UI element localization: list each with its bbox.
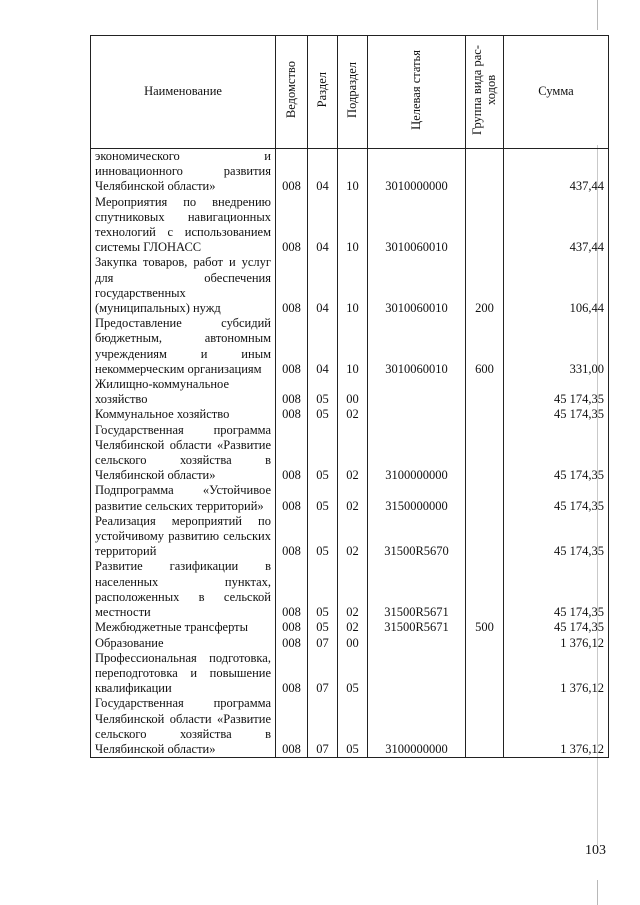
- header-section: Раздел: [308, 36, 338, 149]
- table-row: [91, 483, 609, 513]
- table-row: [91, 423, 609, 484]
- margin-line: [597, 0, 598, 30]
- row-name: Государственная программа Челябинской области «Развитие сельского хозяйства в Челябинской области»: [91, 696, 276, 757]
- margin-line: [597, 880, 598, 905]
- row-subsection: 00: [338, 636, 368, 651]
- row-sum: 45 174,35: [504, 559, 609, 620]
- row-ministry: 008: [276, 620, 308, 635]
- row-sum: 1 376,12: [504, 651, 609, 697]
- row-target: 3010060010: [368, 195, 466, 256]
- row-sum: 437,44: [504, 195, 609, 256]
- table-row: [91, 620, 609, 635]
- row-name: Государственная программа Челябинской области «Развитие сельского хозяйства в Челябинской области»: [91, 423, 276, 484]
- row-section: 07: [308, 636, 338, 651]
- row-sum: 331,00: [504, 316, 609, 377]
- row-expense-group: [466, 636, 504, 651]
- table-row: [91, 149, 609, 195]
- row-name: Предоставление субсидий бюджетным, автономным учреждениям и иным некоммерческим организациям: [91, 316, 276, 377]
- row-target: 3010060010: [368, 316, 466, 377]
- row-sum: 106,44: [504, 255, 609, 316]
- row-target: 3150000000: [368, 483, 466, 513]
- row-ministry: 008: [276, 407, 308, 422]
- table-header-row: [91, 36, 609, 149]
- row-target: 3010000000: [368, 149, 466, 195]
- row-target: 3010060010: [368, 255, 466, 316]
- row-target: [368, 636, 466, 651]
- row-name: экономического и инновационного развития Челябинской области»: [91, 149, 276, 195]
- row-sum: 45 174,35: [504, 377, 609, 407]
- header-target: Целевая статья: [368, 36, 466, 149]
- table-row: [91, 651, 609, 697]
- row-name: Подпрограмма «Устойчивое развитие сельских территорий»: [91, 483, 276, 513]
- row-target: [368, 651, 466, 697]
- budget-table: [90, 35, 609, 758]
- row-sum: 45 174,35: [504, 514, 609, 560]
- row-ministry: 008: [276, 559, 308, 620]
- row-target: 3100000000: [368, 696, 466, 757]
- header-subsection: Подраздел: [338, 36, 368, 149]
- row-name: Мероприятия по внедрению спутниковых навигационных технологий с использованием системы ГЛОНАСС: [91, 195, 276, 256]
- table-row: [91, 636, 609, 651]
- table-row: [91, 377, 609, 407]
- header-name: Наименование: [91, 36, 276, 149]
- table-row: [91, 195, 609, 256]
- row-subsection: 02: [338, 423, 368, 484]
- table-row: [91, 316, 609, 377]
- row-sum: 1 376,12: [504, 636, 609, 651]
- row-section: 05: [308, 407, 338, 422]
- row-target: 31500R5671: [368, 620, 466, 635]
- row-section: 05: [308, 483, 338, 513]
- row-target: 31500R5671: [368, 559, 466, 620]
- row-sum: 45 174,35: [504, 620, 609, 635]
- row-expense-group: [466, 423, 504, 484]
- row-name: Коммунальное хозяйство: [91, 407, 276, 422]
- table-row: [91, 255, 609, 316]
- row-name: Образование: [91, 636, 276, 651]
- row-expense-group: [466, 407, 504, 422]
- row-name: Профессиональная подготовка, переподготовка и повышение квалификации: [91, 651, 276, 697]
- row-ministry: 008: [276, 696, 308, 757]
- row-subsection: 02: [338, 620, 368, 635]
- row-name: Межбюджетные трансферты: [91, 620, 276, 635]
- row-name: Закупка товаров, работ и услуг для обеспечения государственных (муниципальных) нужд: [91, 255, 276, 316]
- row-section: 04: [308, 195, 338, 256]
- row-section: 05: [308, 423, 338, 484]
- row-subsection: 10: [338, 149, 368, 195]
- row-section: 04: [308, 255, 338, 316]
- table-row: [91, 696, 609, 757]
- row-section: 04: [308, 316, 338, 377]
- row-target: [368, 377, 466, 407]
- row-section: 04: [308, 149, 338, 195]
- row-expense-group: 200: [466, 255, 504, 316]
- row-expense-group: 500: [466, 620, 504, 635]
- row-subsection: 02: [338, 407, 368, 422]
- row-ministry: 008: [276, 483, 308, 513]
- row-section: 07: [308, 651, 338, 697]
- row-section: 05: [308, 620, 338, 635]
- row-subsection: 10: [338, 316, 368, 377]
- row-subsection: 05: [338, 696, 368, 757]
- row-section: 07: [308, 696, 338, 757]
- header-ministry: Ведомство: [276, 36, 308, 149]
- row-ministry: 008: [276, 377, 308, 407]
- row-name: Реализация мероприятий по устойчивому развитию сельских территорий: [91, 514, 276, 560]
- row-expense-group: 600: [466, 316, 504, 377]
- row-name: Жилищно-коммунальное хозяйство: [91, 377, 276, 407]
- row-subsection: 05: [338, 651, 368, 697]
- row-sum: 1 376,12: [504, 696, 609, 757]
- row-sum: 45 174,35: [504, 423, 609, 484]
- row-subsection: 02: [338, 483, 368, 513]
- row-target: 31500R5670: [368, 514, 466, 560]
- row-ministry: 008: [276, 651, 308, 697]
- row-ministry: 008: [276, 255, 308, 316]
- row-subsection: 10: [338, 195, 368, 256]
- row-section: 05: [308, 559, 338, 620]
- row-ministry: 008: [276, 149, 308, 195]
- row-subsection: 02: [338, 514, 368, 560]
- row-expense-group: [466, 483, 504, 513]
- row-sum: 437,44: [504, 149, 609, 195]
- row-section: 05: [308, 377, 338, 407]
- row-target: [368, 407, 466, 422]
- row-ministry: 008: [276, 423, 308, 484]
- row-expense-group: [466, 651, 504, 697]
- row-expense-group: [466, 149, 504, 195]
- row-expense-group: [466, 559, 504, 620]
- row-subsection: 00: [338, 377, 368, 407]
- row-subsection: 02: [338, 559, 368, 620]
- row-subsection: 10: [338, 255, 368, 316]
- row-expense-group: [466, 696, 504, 757]
- row-expense-group: [466, 377, 504, 407]
- row-sum: 45 174,35: [504, 483, 609, 513]
- table-row: [91, 407, 609, 422]
- row-target: 3100000000: [368, 423, 466, 484]
- row-expense-group: [466, 195, 504, 256]
- header-sum: Сумма: [504, 36, 609, 149]
- page-number: 103: [585, 843, 606, 858]
- row-ministry: 008: [276, 636, 308, 651]
- row-ministry: 008: [276, 316, 308, 377]
- header-expense-group: Группа вида рас-ходов: [466, 36, 504, 149]
- row-sum: 45 174,35: [504, 407, 609, 422]
- row-expense-group: [466, 514, 504, 560]
- row-section: 05: [308, 514, 338, 560]
- table-row: [91, 559, 609, 620]
- row-name: Развитие газификации в населенных пунктах, расположенных в сельской местности: [91, 559, 276, 620]
- row-ministry: 008: [276, 514, 308, 560]
- table-row: [91, 514, 609, 560]
- row-ministry: 008: [276, 195, 308, 256]
